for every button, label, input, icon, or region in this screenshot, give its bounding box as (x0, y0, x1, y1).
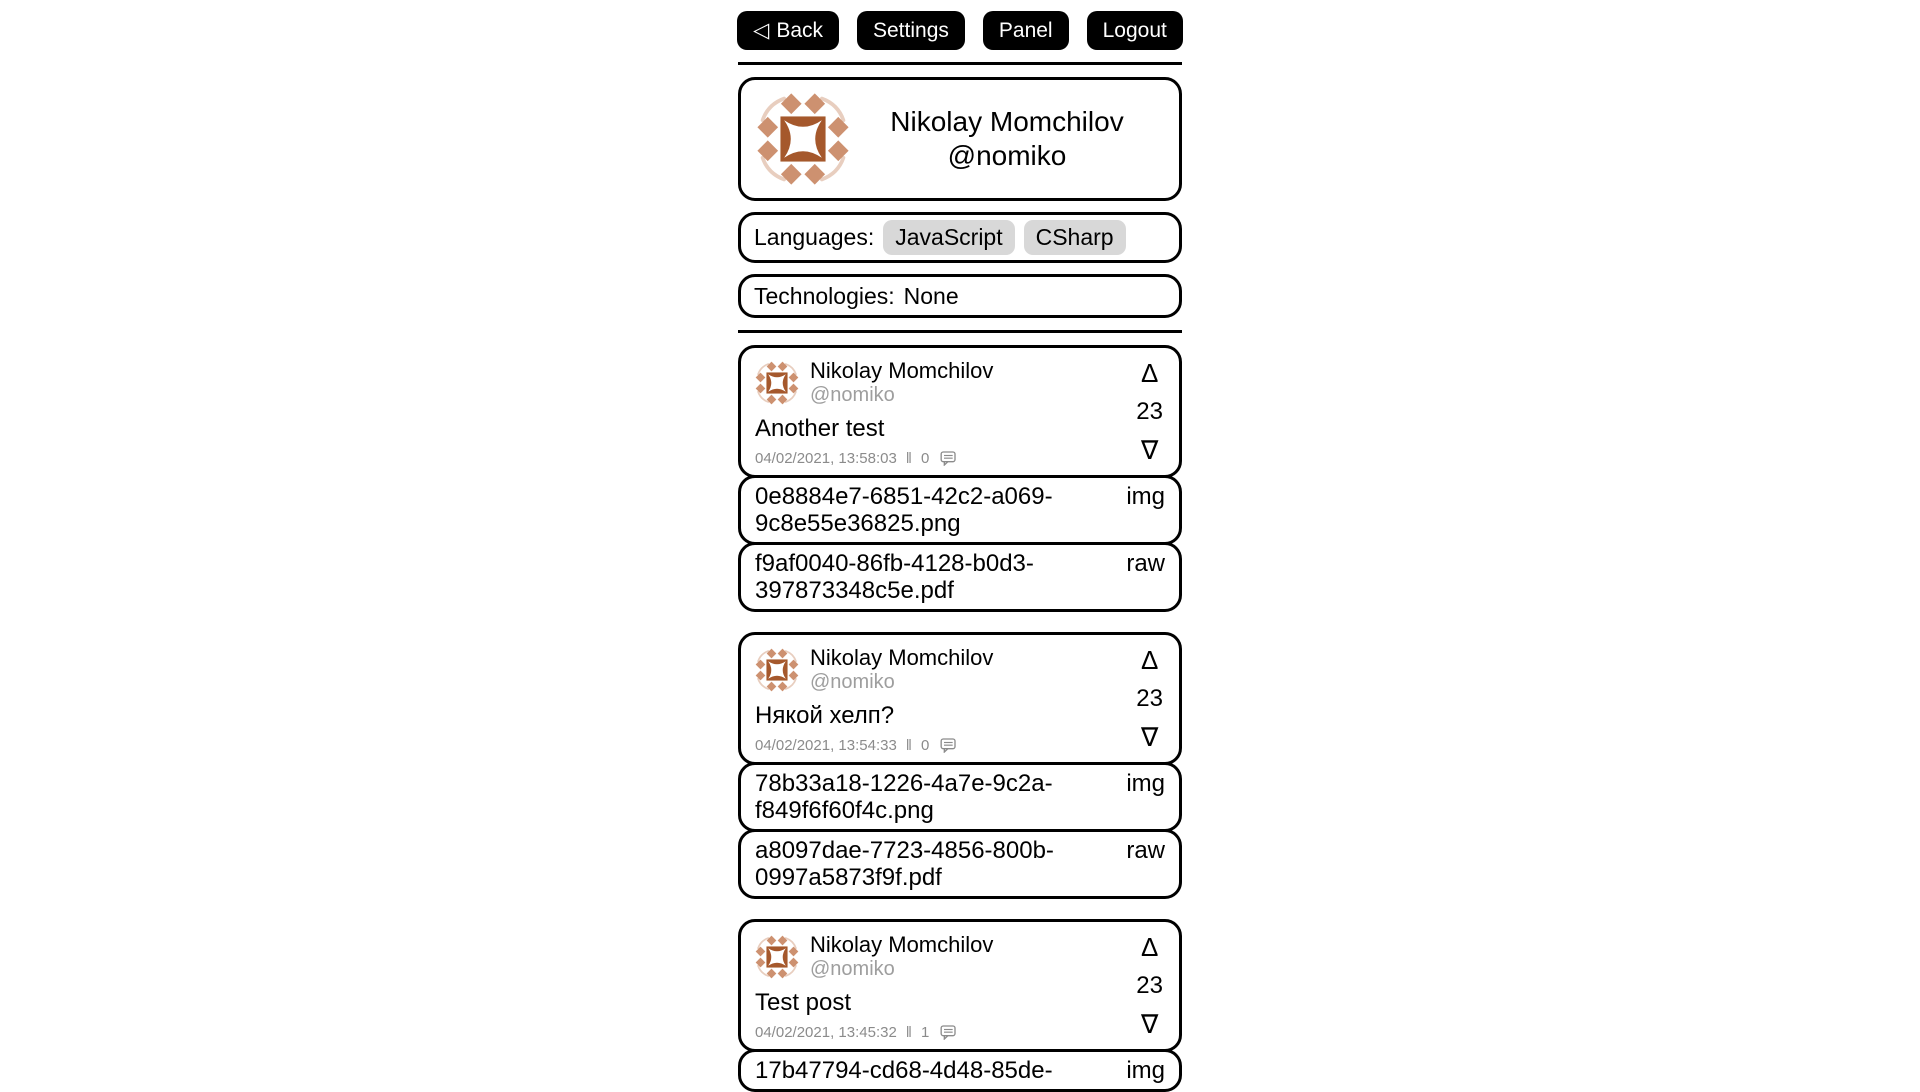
post-meta (755, 737, 1165, 754)
downvote-button[interactable]: ∇ (1140, 722, 1159, 753)
language-tag: CSharp (1024, 220, 1126, 255)
technologies-label: Technologies: (754, 282, 895, 309)
post-avatar (755, 361, 799, 405)
attachment-row[interactable] (738, 542, 1182, 612)
post-timestamp: 04/02/2021, 13:54:33 (755, 737, 897, 755)
post-card[interactable] (738, 919, 1182, 1052)
comment-icon (940, 1025, 957, 1040)
post-card[interactable] (738, 632, 1182, 765)
profile-card (738, 77, 1182, 201)
comment-count: 1 (921, 1024, 930, 1042)
post-identity (810, 932, 993, 981)
profile-handle: @nomiko (947, 140, 1067, 172)
post-text: Някой хелп? (755, 702, 895, 730)
post-handle: @nomiko (810, 384, 895, 407)
post-meta (755, 450, 1165, 467)
post-handle: @nomiko (810, 671, 895, 694)
post-author: Nikolay Momchilov (810, 645, 994, 671)
vote-score: 23 (1136, 971, 1163, 999)
downvote-button[interactable]: ∇ (1140, 1009, 1159, 1040)
attachment-filename: 17b47794-cd68-4d48-85de- (755, 1057, 1053, 1085)
profile-page-content (738, 62, 1182, 1092)
post-meta (755, 1024, 1165, 1041)
attachments-list (738, 1049, 1182, 1092)
attachment-filename: a8097dae-7723-4856-800b-0997a5873f9f.pdf (755, 837, 1054, 892)
attachment-kind-label: raw (1126, 837, 1165, 865)
meta-separator: ‖ (905, 1024, 912, 1042)
attachment-filename: 78b33a18-1226-4a7e-9c2a-f849f6f60f4c.png (755, 770, 1053, 825)
vote-score: 23 (1136, 397, 1163, 425)
attachments-list (738, 475, 1182, 612)
attachment-row[interactable] (738, 475, 1182, 545)
vote-score: 23 (1136, 684, 1163, 712)
attachment-filename: f9af0040-86fb-4128-b0d3-397873348c5e.pdf (755, 550, 1034, 605)
meta-separator: ‖ (905, 737, 912, 755)
attachment-row[interactable] (738, 762, 1182, 832)
post (738, 919, 1182, 1092)
attachment-row[interactable] (738, 1049, 1182, 1092)
back-arrow-icon: ◁ (753, 19, 770, 42)
attachment-kind-label: img (1126, 483, 1165, 511)
top-divider (738, 62, 1182, 65)
downvote-button[interactable]: ∇ (1140, 435, 1159, 466)
post-author: Nikolay Momchilov (810, 358, 994, 384)
attachment-filename: 0e8884e7-6851-42c2-a069-9c8e55e36825.png (755, 483, 1053, 538)
technologies-card (738, 274, 1182, 318)
panel-button[interactable]: Panel (983, 11, 1069, 50)
post-timestamp: 04/02/2021, 13:45:32 (755, 1024, 897, 1042)
languages-label: Languages: (754, 224, 875, 251)
post-text: Another test (755, 415, 885, 443)
comment-icon (940, 738, 957, 753)
post-avatar (755, 648, 799, 692)
languages-card (738, 212, 1182, 263)
profile-names (850, 105, 1164, 173)
post-handle: @nomiko (810, 958, 895, 981)
settings-button[interactable]: Settings (857, 11, 965, 50)
post-header (755, 645, 1165, 694)
posts-list (738, 345, 1182, 1092)
attachments-list (738, 762, 1182, 899)
post-header (755, 932, 1165, 981)
posts-divider (738, 330, 1182, 333)
post-avatar (755, 935, 799, 979)
back-button[interactable]: ◁ Back (737, 11, 839, 50)
attachment-row[interactable] (738, 829, 1182, 899)
logout-button[interactable]: Logout (1087, 11, 1183, 50)
post-header (755, 358, 1165, 407)
attachment-kind-label: img (1126, 1057, 1165, 1085)
vote-column (1136, 932, 1163, 1040)
profile-name: Nikolay Momchilov (890, 106, 1124, 138)
language-tag: JavaScript (883, 220, 1014, 255)
comment-count: 0 (921, 737, 930, 755)
technologies-value: None (903, 282, 959, 309)
profile-avatar (756, 92, 850, 186)
vote-column (1136, 645, 1163, 753)
comment-count: 0 (921, 450, 930, 468)
post-timestamp: 04/02/2021, 13:58:03 (755, 450, 897, 468)
post (738, 632, 1182, 899)
post-author: Nikolay Momchilov (810, 932, 994, 958)
meta-separator: ‖ (905, 450, 912, 468)
toolbar (0, 0, 1920, 50)
languages-tags (883, 220, 1125, 255)
attachment-kind-label: raw (1126, 550, 1165, 578)
post (738, 345, 1182, 612)
upvote-button[interactable]: Δ (1140, 932, 1159, 963)
post-text: Test post (755, 989, 852, 1017)
upvote-button[interactable]: Δ (1140, 358, 1159, 389)
post-identity (810, 358, 993, 407)
comment-icon (940, 451, 957, 466)
post-identity (810, 645, 993, 694)
upvote-button[interactable]: Δ (1140, 645, 1159, 676)
vote-column (1136, 358, 1163, 466)
attachment-kind-label: img (1126, 770, 1165, 798)
post-card[interactable] (738, 345, 1182, 478)
